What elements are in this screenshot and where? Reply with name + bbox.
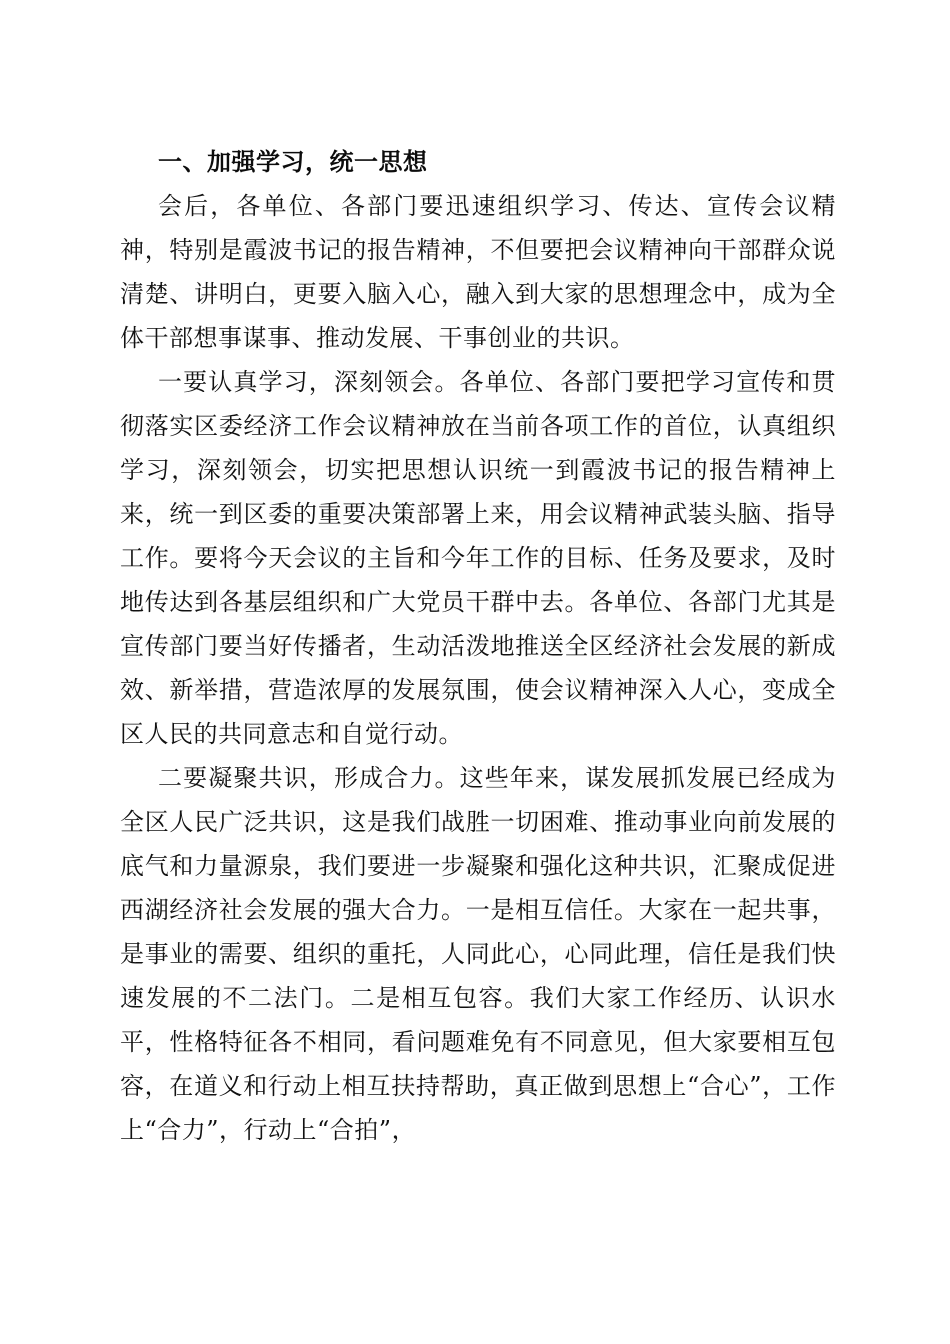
- paragraph-consensus: 二要凝聚共识，形成合力。这些年来，谋发展抓发展已经成为全区人民广泛共识，这是我们战胜一切困难、推动事业向前发展的底气和力量源泉，我们要进一步凝聚和强化这种共识，汇聚成促进西湖经济社会发展的强大合力。一是相互信任。大家在一起共事，是事业的需要、组织的重托，人同此心，心同此理，信任是我们快速发展的不二法门。二是相互包容。我们大家工作经历、认识水平，性格特征各不相同，看问题难免有不同意见，但大家要相互包容，在道义和行动上相互扶持帮助，真正做到思想上“合心”，工作上“合力”，行动上“合拍”，: [120, 764, 836, 1144]
- section-heading: 一、加强学习，统一思想: [158, 148, 428, 176]
- document-body: [120, 140, 836, 1152]
- paragraph-intro: 会后，各单位、各部门要迅速组织学习、传达、宣传会议精神，特别是霞波书记的报告精神，不但要把会议精神向干部群众说清楚、讲明白，更要入脑入心，融入到大家的思想理念中，成为全体干部想事谋事、推动发展、干事创业的共识。: [120, 192, 836, 352]
- paragraph-study: 一要认真学习，深刻领会。各单位、各部门要把学习宣传和贯彻落实区委经济工作会议精神放在当前各项工作的首位，认真组织学习，深刻领会，切实把思想认识统一到霞波书记的报告精神上来，统一到区委的重要决策部署上来，用会议精神武装头脑、指导工作。要将今天会议的主旨和今年工作的目标、任务及要求，及时地传达到各基层组织和广大党员干群中去。各单位、各部门尤其是宣传部门要当好传播者，生动活泼地推送全区经济社会发展的新成效、新举措，营造浓厚的发展氛围，使会议精神深入人心，变成全区人民的共同意志和自觉行动。: [120, 368, 836, 748]
